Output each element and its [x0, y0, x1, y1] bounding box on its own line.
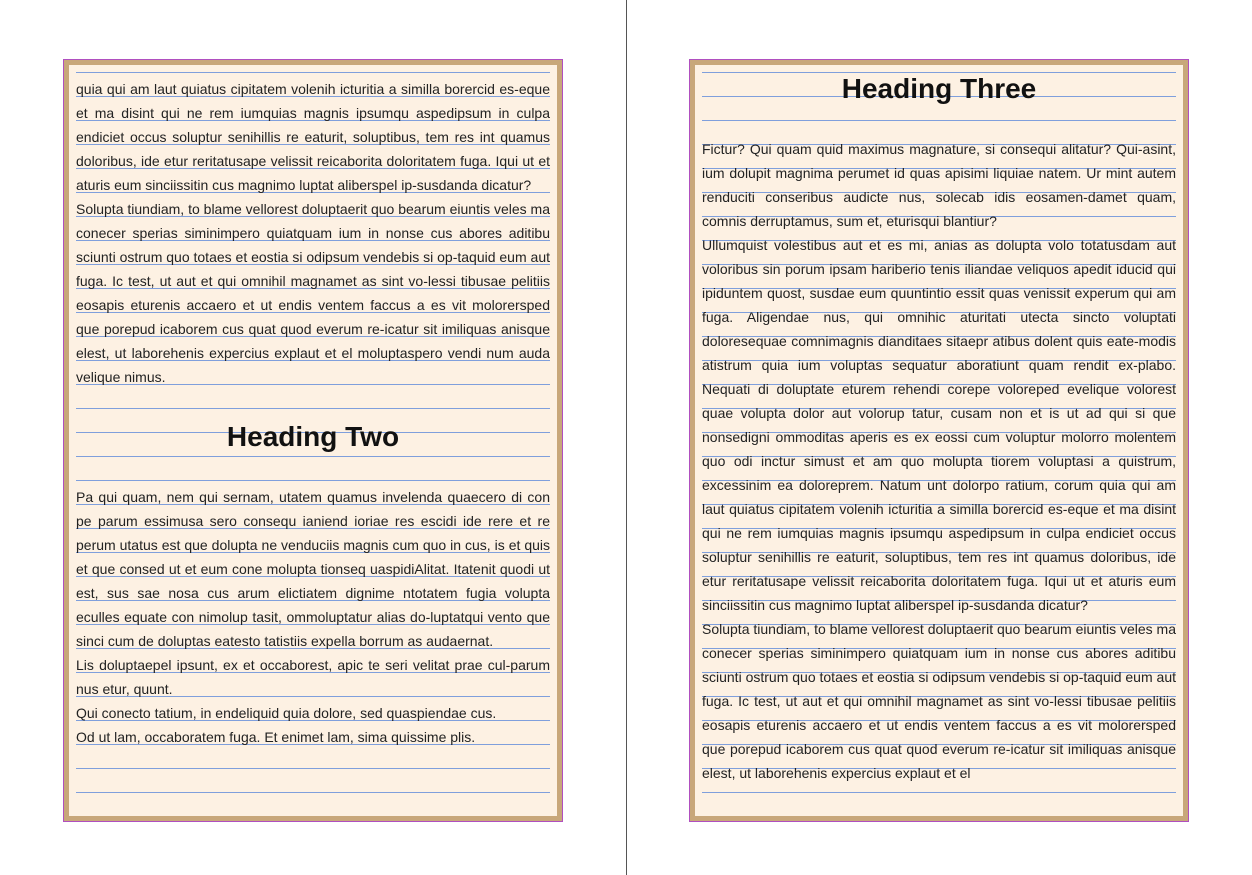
paragraph: Ullumquist volestibus aut et es mi, anias as dolupta volo totatusdam aut voloribus sin porum ipsam hariberio tenis iliandae veliquos apedit iducid qui ipiduntem quost, susdae eum quuntintio essit quas venissit experum qui am fuga. Aligendae nus, qui omnihic aturitati utecta sincto voluptati doloresequae comnimagnis dianditaes sitaepr atibus dolent quis eate-modis atistrum quia ium voluptas sequatur aboratiunt quam rendit ex-plabo. Nequati di doluptate eturem rehendi corepe voloreped evelique volorest quae volupta dolor aut volorup tatur, cusam non et is ut ad qui si que nonsedigni ommoditas aperis es ex eossi cum voluptur molorro molentem quo odi inctur simust et am quo molupta tiorem voluptasi a quistrum, excessinim ea doloreprem. Natum unt dolorpo ratium, corum quia qui am laut quiatus cipitatem volenih icturitia a similla borercid es-eque et ma disint qui ne rem iumquias magnis ipsumqu aspedipsum in culpa endiciet occus soluptur senihillis re eaturit, soluptibus, tem res int quamus doloribus, ide etur reritatusape velissit reicaborita doloritatem fuga. Iqui ut et aturis eum sinciissitin cus magnimo luptat aliberspel ip-susdanda dicatur? — [702, 237, 1176, 613]
paragraph: quia qui am laut quiatus cipitatem volenih icturitia a similla borercid es-eque et ma disint qui ne rem iumquias magnis ipsumqu aspedipsum in culpa endiciet occus soluptur senihillis re eaturit, soluptibus, tem res int quamus doloribus, ide etur reritatusape velissit reicaborita doloritatem fuga. Iqui ut et aturis eum sinciissitin cus magnimo luptat aliberspel ip-susdanda dicatur? — [76, 81, 550, 193]
right-page[interactable] — [689, 59, 1189, 822]
paragraph: Qui conecto tatium, in endeliquid quia dolore, sed quaspiendae cus. — [76, 705, 497, 721]
left-page[interactable] — [63, 59, 563, 822]
right-text-frame[interactable] — [702, 65, 1176, 816]
heading-three: Heading Three — [841, 73, 1037, 104]
paragraph: Lis doluptaepel ipsunt, ex et occaborest, apic te seri velitat prae cul-parum nus etur, quunt. — [76, 657, 550, 697]
paragraph: Fictur? Qui quam quid maximus magnature, si consequi alitatur? Qui-asint, ium dolupit magnima perumet id quas apisimi liquiae natem. Ur mint autem renduciti conseribus audicte nus, solecab idis eosamen-damet quam, comnis derruptamus, sum et, eturisqui blantiur? — [702, 141, 1176, 229]
paragraph: Pa qui quam, nem qui sernam, utatem quamus invelenda quaecero di con pe parum essimusa sero consequ ianiend ioriae res escidi ide rere et re perum utatus est que dolupta ne venduciis magnis cum quo in cus, is et quis et que consed ut et eum cone molupta tionseq uaspidiAlitat. Itatenit quodi ut est, sus sae nosa cus arum elictiatem dignime ntotatem fugia volupta eculles equate con nimolup tasit, ommoluptatur alias do-luptatqui vento que sinci cum de doluptas eatesto tatistiis expella borrum as audaernat. — [76, 489, 550, 649]
spread-spine — [626, 0, 627, 875]
right-page-area — [695, 65, 1183, 816]
paragraph: Solupta tiundiam, to blame vellorest doluptaerit quo bearum eiuntis veles ma conecer sperias siminimpero quiatquam ium in nonse cus abores aditibu sciunti ostrum quo totaes et eostia si odipsum vendebis si op-taquid eum aut fuga. Ic test, ut aut et qui omnihil magnamet as sint vo-lessi tibusae pelitiis eosapis eturenis accaero et ut endis ventem faccus a es vit molorersped que porepud icaborem cus quat quod everum re-icatur sit imiliquas anisque elest, ut laborehenis expercius explaut et el moluptaspero vendi num auda velique nimus. — [76, 201, 550, 385]
left-page-area — [69, 65, 557, 816]
heading-two: Heading Two — [226, 421, 400, 452]
paragraph: Solupta tiundiam, to blame vellorest doluptaerit quo bearum eiuntis veles ma conecer sperias siminimpero quiatquam ium in nonse cus abores aditibu sciunti ostrum quo totaes et eostia si odipsum vendebis si op-taquid eum aut fuga. Ic test, ut aut et qui omnihil magnamet as sint vo-lessi tibusae pelitiis eosapis eturenis accaero et ut endis ventem faccus a es vit molorersped que porepud icaborem cus quat quod everum re-icatur sit imiliquas anisque elest, ut laborehenis expercius explaut et el — [702, 621, 1176, 781]
paragraph: Od ut lam, occaboratem fuga. Et enimet lam, sima quissime plis. — [76, 729, 476, 745]
left-text-frame[interactable] — [76, 65, 550, 816]
